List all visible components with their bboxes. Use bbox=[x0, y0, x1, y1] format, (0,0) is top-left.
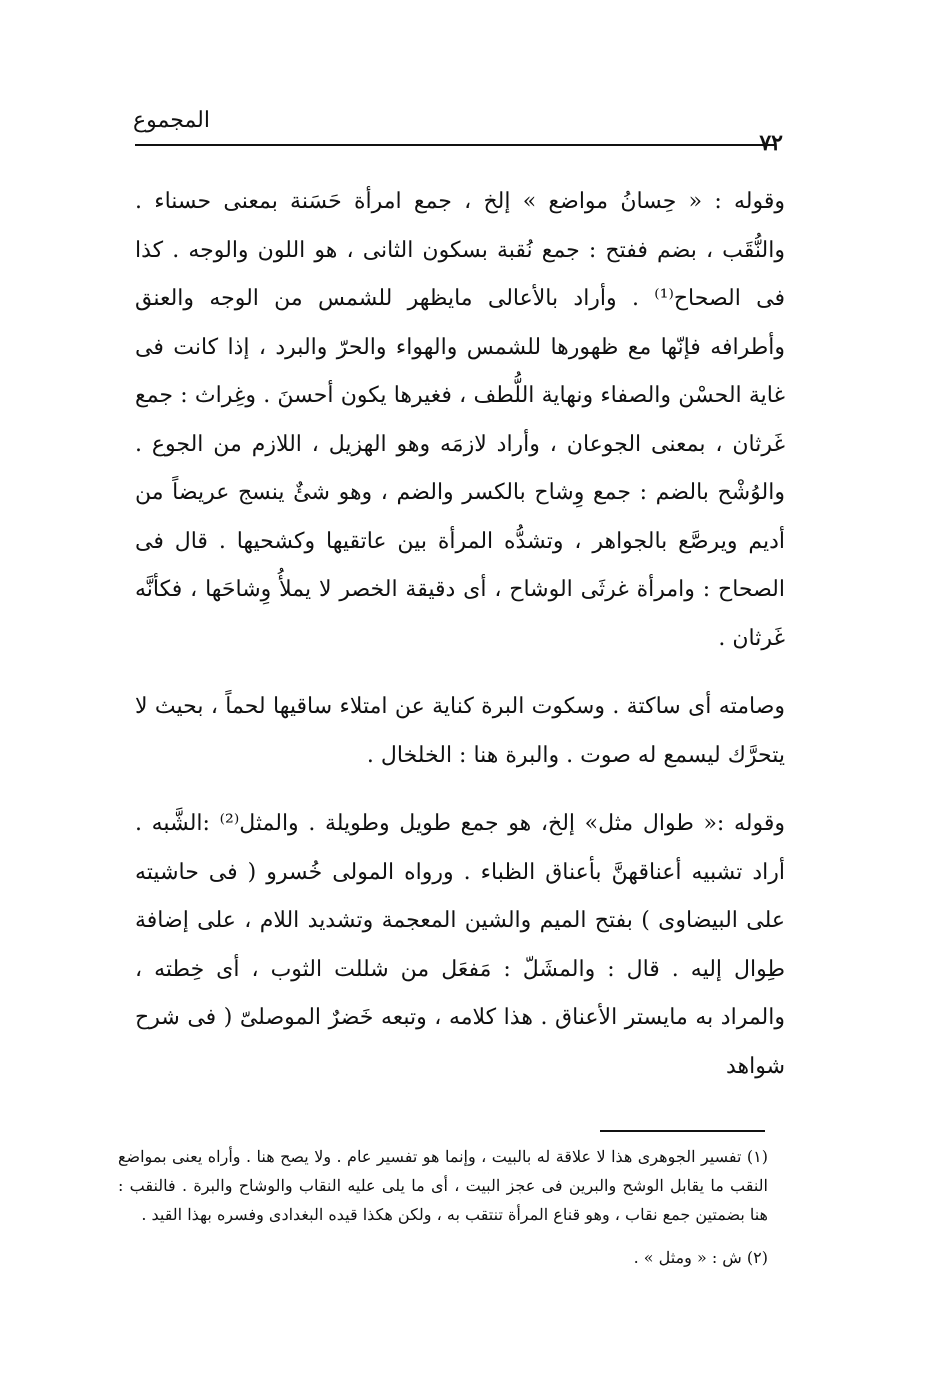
running-title: المجموع bbox=[133, 108, 210, 133]
header-rule bbox=[135, 144, 775, 146]
footnotes bbox=[118, 1142, 768, 1272]
paragraph-2: وصامته أى ساكتة . وسكوت البرة كناية عن امتلاء ساقيها لحماً ، بحيث لا يتحرَّك ليسمع له صوت . والبرة هنا : الخلخال . bbox=[135, 694, 785, 768]
footnote-1: (١) تفسير الجوهرى هذا لا علاقة له بالبيت ، وإنما هو تفسير عام . ولا يصح هنا . وأراه يعنى بمواضع النقب ما يقابل الوشح والبرين فى عجز البيت ، أى ما يلى عليه النقاب والوشاح والبرة . فالنقب : هنا بضمتين جمع نقاب ، وهو قناع المرأة تنتقب به ، ولكن هكذا قيده البغدادى وفسره بهذا القيد . bbox=[118, 1147, 768, 1224]
paragraph-1: وقوله : « حِسانُ مواضع » إلخ ، جمع امرأة حَسَنة بمعنى حسناء . والنُّقَب ، بضم ففتح : جمع نُقبة بسكون الثانى ، هو اللون والوجه . كذا فى الصحاح⁽¹⁾ . وأراد بالأعالى مايظهر للشمس من الوجه والعنق وأطرافه فإنّها مع ظهورها للشمس والهواء والحرّ والبرد ، إذا كانت فى غاية الحسْن والصفاء ونهاية اللُّطف ، فغيرها يكون أحسنَ . وغِراث : جمع غَرثان ، بمعنى الجوعان ، وأراد لازمَه وهو الهزيل ، اللازم من الجوع . والوُشْح بالضم : جمع وِشاح بالكسر والضم ، وهو شئٌ ينسج عريضاً من أديم ويرصَّع بالجواهر ، وتشدُّه المرأة بين عاتقيها وكشحيها . قال فى الصحاح : وامرأة غرثَى الوشاح ، أى دقيقة الخصر لا يملأُ وِشاحَها ، فكأنَّه غَرثان . bbox=[135, 189, 785, 651]
page-header bbox=[133, 100, 785, 156]
paragraph-3: وقوله :« طوال مثل» إلخ، هو جمع طويل وطويلة . والمثل⁽²⁾ :الشَّبه . أراد تشبيه أعناقهنَّ بأعناق الظباء . ورواه المولى خُسرو ( فى حاشيته على البيضاوى ) بفتح الميم والشين المعجمة وتشديد اللام ، على إضافة طِوال إليه . قال : والمشَلّ : مَفعَل من شللت الثوب ، أى خِطته ، والمراد به مايستر الأعناق . هذا كلامه ، وتبعه خَضرٌ الموصلىّ ( فى شرح شواهد bbox=[135, 811, 785, 1079]
main-text bbox=[135, 178, 785, 1091]
footnote-separator bbox=[600, 1130, 765, 1132]
footnote-2: (٢) ش : « ومثل » . bbox=[633, 1248, 768, 1267]
page-number: ٧٢ bbox=[759, 130, 783, 156]
